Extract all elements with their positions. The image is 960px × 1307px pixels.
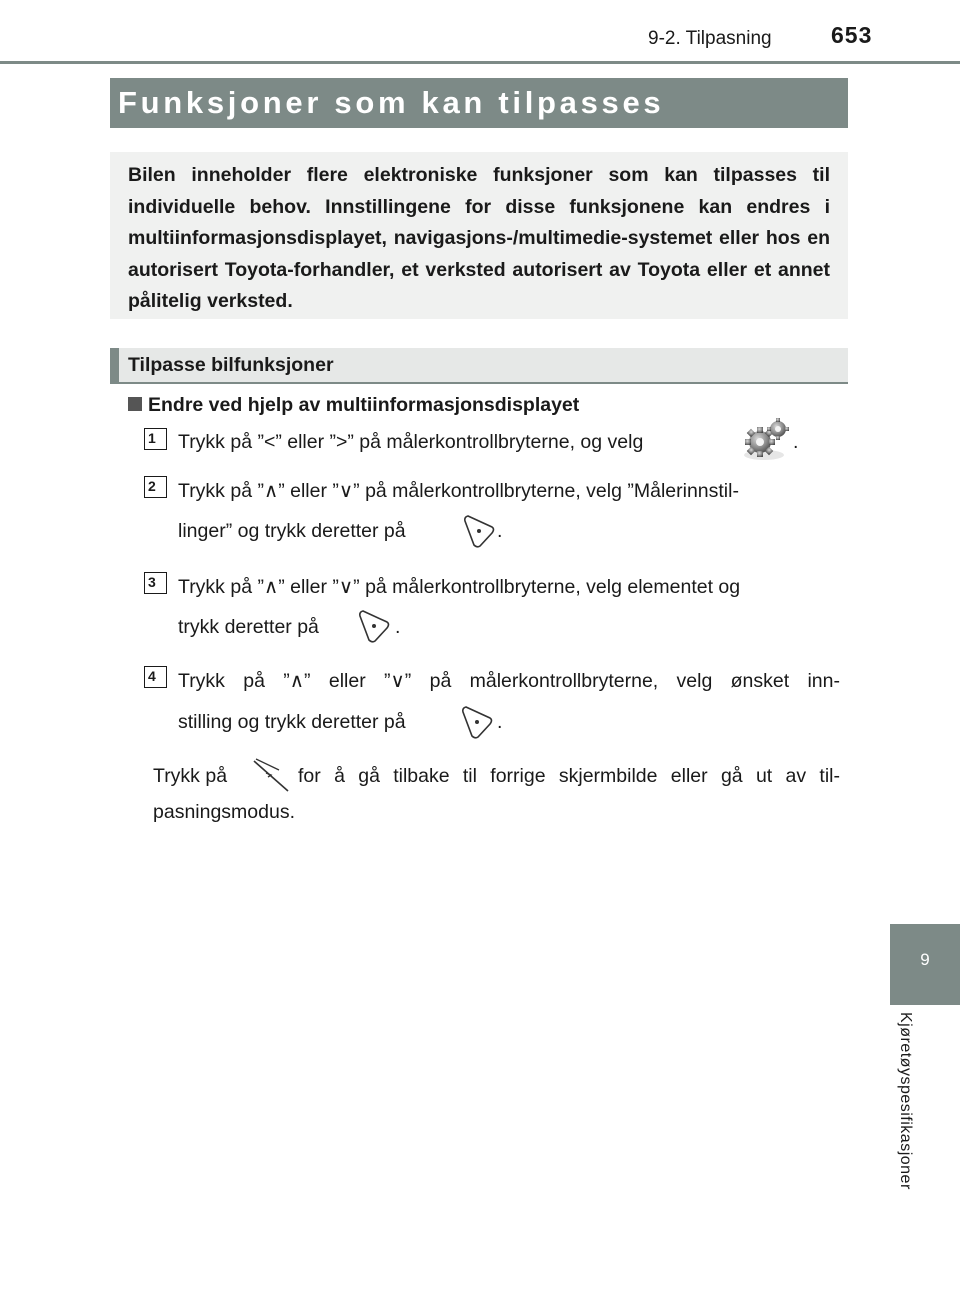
page-title: Funksjoner som kan tilpasses	[110, 78, 848, 128]
subheading	[128, 394, 579, 417]
bullet-square-icon	[128, 397, 142, 411]
page-number: 653	[831, 22, 873, 48]
step-number-1: 1	[144, 428, 167, 450]
back-button-icon	[249, 756, 293, 796]
section-title: 9-2. Tilpasning	[648, 28, 772, 49]
step-2-line1: Trykk på ”∧” eller ”∨” på målerkontrollbryterne, velg ”Målerinnstil-	[178, 480, 739, 502]
section-heading-text: Tilpasse bilfunksjoner	[128, 354, 334, 376]
step-3-line2-a: trykk deretter på	[178, 616, 319, 638]
step-1-text-a: Trykk på ”<” eller ”>” på målerkontrollbryterne, og velg	[178, 431, 644, 453]
section-heading-marker	[110, 348, 119, 382]
gear-icon	[742, 415, 794, 463]
ok-button-icon	[461, 512, 499, 550]
step-4-line1: Trykk på ”∧” eller ”∨” på målerkontrollbryterne, velg ønsket inn-	[178, 670, 840, 692]
step-4-text-end: .	[497, 711, 503, 733]
intro-text: Bilen inneholder flere elektroniske funksjoner som kan tilpasses til individuelle behov. Innstillingene for disse funksjonene kan endres i multiinformasjonsdisplayet, navigasjons-/multimedie-systemet eller hos en autorisert Toyota-forhandler, et verksted autorisert av Toyota eller et annet pålitelig verksted.	[128, 164, 830, 312]
subheading-text: Endre ved hjelp av multiinformasjonsdisplayet	[148, 394, 580, 416]
ok-button-icon	[356, 607, 394, 645]
note-line2: pasningsmodus.	[153, 801, 296, 823]
chapter-number: 9	[920, 950, 930, 969]
chapter-tab[interactable]	[890, 924, 960, 1005]
step-number-4: 4	[144, 666, 167, 688]
note-line1-a: Trykk på	[153, 765, 228, 787]
intro-box	[110, 152, 848, 319]
step-3-line1: Trykk på ”∧” eller ”∨” på målerkontrollbryterne, velg elementet og	[178, 576, 741, 598]
section-heading	[110, 348, 848, 384]
step-1-text	[178, 431, 643, 454]
step-2-line2-a: linger” og trykk deretter på	[178, 520, 406, 542]
step-3-text-end: .	[395, 616, 401, 638]
step-1-text-end: .	[793, 431, 799, 453]
step-number-2: 2	[144, 476, 167, 498]
note-line1-b: for å gå tilbake til forrige skjermbilde eller gå ut av til-	[298, 765, 840, 787]
header-divider	[0, 61, 960, 64]
step-4-line2-a: stilling og trykk deretter på	[178, 711, 406, 733]
step-2-text-end: .	[497, 520, 503, 542]
ok-button-icon	[459, 703, 497, 741]
step-number-3: 3	[144, 572, 167, 594]
chapter-label: Kjøretøyspesifikasjoner	[897, 1012, 914, 1190]
